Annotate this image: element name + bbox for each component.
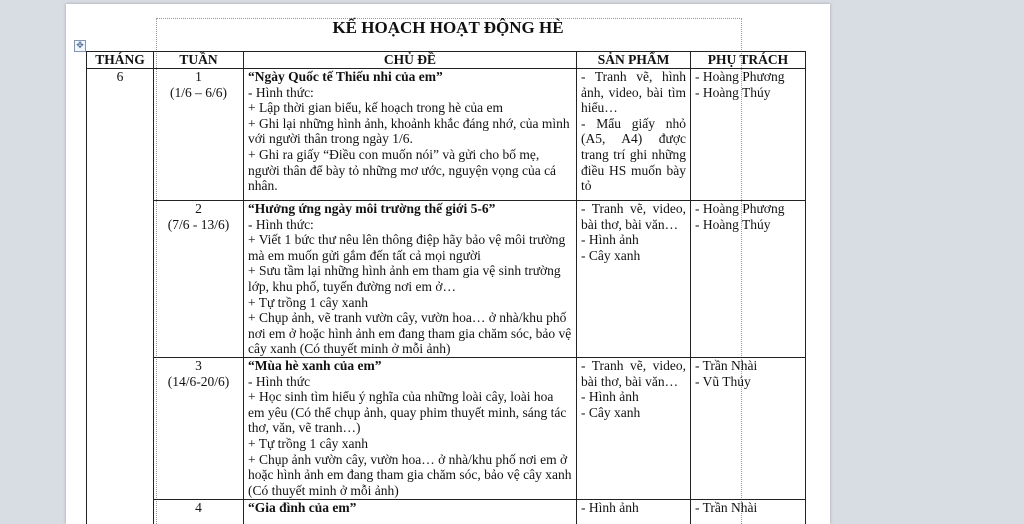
document-page (66, 4, 830, 524)
move-handle-icon[interactable]: ✥ (74, 40, 86, 52)
header-month: THÁNG (87, 52, 154, 69)
table-row (87, 69, 806, 201)
week-cell (154, 201, 244, 358)
owner-line: - Trần Nhài (695, 500, 801, 516)
topic-line: - Hình thức (248, 374, 572, 390)
table-row (87, 358, 806, 500)
week-number: 4 (158, 500, 239, 516)
topic-line: + Tự trồng 1 cây xanh (248, 295, 572, 311)
week-dates: (1/6 – 6/6) (158, 85, 239, 101)
topic-cell (244, 500, 577, 524)
topic-cell (244, 201, 577, 358)
product-line: - Hình ảnh (581, 232, 686, 248)
owner-cell (691, 500, 806, 524)
header-product: SẢN PHẨM (577, 52, 691, 69)
owner-cell (691, 201, 806, 358)
topic-line: + Sưu tầm lại những hình ảnh em tham gia vệ sinh trường lớp, khu phố, tuyến đường nơi em ở… (248, 263, 572, 294)
month-cell: 6 (87, 69, 154, 524)
header-owner: PHỤ TRÁCH (691, 52, 806, 69)
document-title: KẾ HOẠCH HOẠT ĐỘNG HÈ (156, 18, 740, 38)
owner-cell (691, 358, 806, 500)
topic-line: + Học sinh tìm hiểu ý nghĩa của những loài cây, loài hoa em yêu (Có thể chụp ảnh, quay phim thuyết minh, sáng tác thơ, văn, vẽ tranh…) (248, 389, 572, 436)
topic-title: “Mùa hè xanh của em” (248, 358, 572, 374)
week-dates: (7/6 - 13/6) (158, 217, 239, 233)
product-line: - Cây xanh (581, 405, 686, 421)
topic-line: + Tự trồng 1 cây xanh (248, 436, 572, 452)
topic-line: + Ghi lại những hình ảnh, khoảnh khắc đáng nhớ, của mình với người thân trong ngày 1/6. (248, 116, 572, 147)
owner-cell (691, 69, 806, 201)
product-line: - Tranh vẽ, hình ảnh, video, bài tìm hiểu… (581, 69, 686, 116)
week-cell (154, 358, 244, 500)
header-topic: CHỦ ĐỀ (244, 52, 577, 69)
topic-title: “Hưởng ứng ngày môi trường thế giới 5-6” (248, 201, 572, 217)
owner-line: - Hoàng Thúy (695, 217, 801, 233)
product-line: - Hình ảnh (581, 389, 686, 405)
header-week: TUẦN (154, 52, 244, 69)
week-number: 1 (158, 69, 239, 85)
table-row (87, 201, 806, 358)
topic-line: - Hình thức: (248, 85, 572, 101)
product-cell (577, 500, 691, 524)
week-number: 2 (158, 201, 239, 217)
product-line: - Hình ảnh (581, 500, 686, 516)
topic-cell (244, 69, 577, 201)
activity-table (86, 51, 806, 524)
topic-cell (244, 358, 577, 500)
week-cell (154, 69, 244, 201)
product-cell (577, 201, 691, 358)
product-line: - Tranh vẽ, video, bài thơ, bài văn… (581, 201, 686, 232)
topic-line: + Viết 1 bức thư nêu lên thông điệp hãy bảo vệ môi trường mà em muốn gửi gắm đến tất cả mọi người (248, 232, 572, 263)
week-dates: (14/6-20/6) (158, 374, 239, 390)
topic-line: + Lập thời gian biểu, kế hoạch trong hè của em (248, 100, 572, 116)
product-line: - Tranh vẽ, video, bài thơ, bài văn… (581, 358, 686, 389)
product-cell (577, 358, 691, 500)
product-line: - Cây xanh (581, 248, 686, 264)
week-cell (154, 500, 244, 524)
week-number: 3 (158, 358, 239, 374)
topic-line: + Ghi ra giấy “Điều con muốn nói” và gửi cho bố mẹ, người thân để bày tỏ những mơ ước, nguyện vọng của cá nhân. (248, 147, 572, 194)
topic-title: “Gia đình của em” (248, 500, 572, 516)
topic-line: - Hình thức: (248, 217, 572, 233)
owner-line: - Vũ Thúy (695, 374, 801, 390)
owner-line: - Hoàng Phương (695, 201, 801, 217)
topic-title: “Ngày Quốc tế Thiếu nhi của em” (248, 69, 572, 85)
owner-line: - Hoàng Thúy (695, 85, 801, 101)
product-line: - Mẩu giấy nhỏ (A5, A4) được trang trí ghi những điều HS muốn bày tỏ (581, 116, 686, 194)
topic-line: + Chụp ảnh, vẽ tranh vườn cây, vườn hoa… ở nhà/khu phố nơi em ở hoặc hình ảnh em đang tham gia chăm sóc, bảo vệ cây xanh (Có thuyết minh ở mỗi ảnh) (248, 310, 572, 357)
table-row (87, 500, 806, 524)
topic-line: + Chụp ảnh vườn cây, vườn hoa… ở nhà/khu phố nơi em ở hoặc hình ảnh em đang tham gia chăm sóc, bảo vệ cây xanh (Có thuyết minh ở mỗi ảnh) (248, 452, 572, 499)
owner-line: - Hoàng Phương (695, 69, 801, 85)
owner-line: - Trần Nhài (695, 358, 801, 374)
product-cell (577, 69, 691, 201)
